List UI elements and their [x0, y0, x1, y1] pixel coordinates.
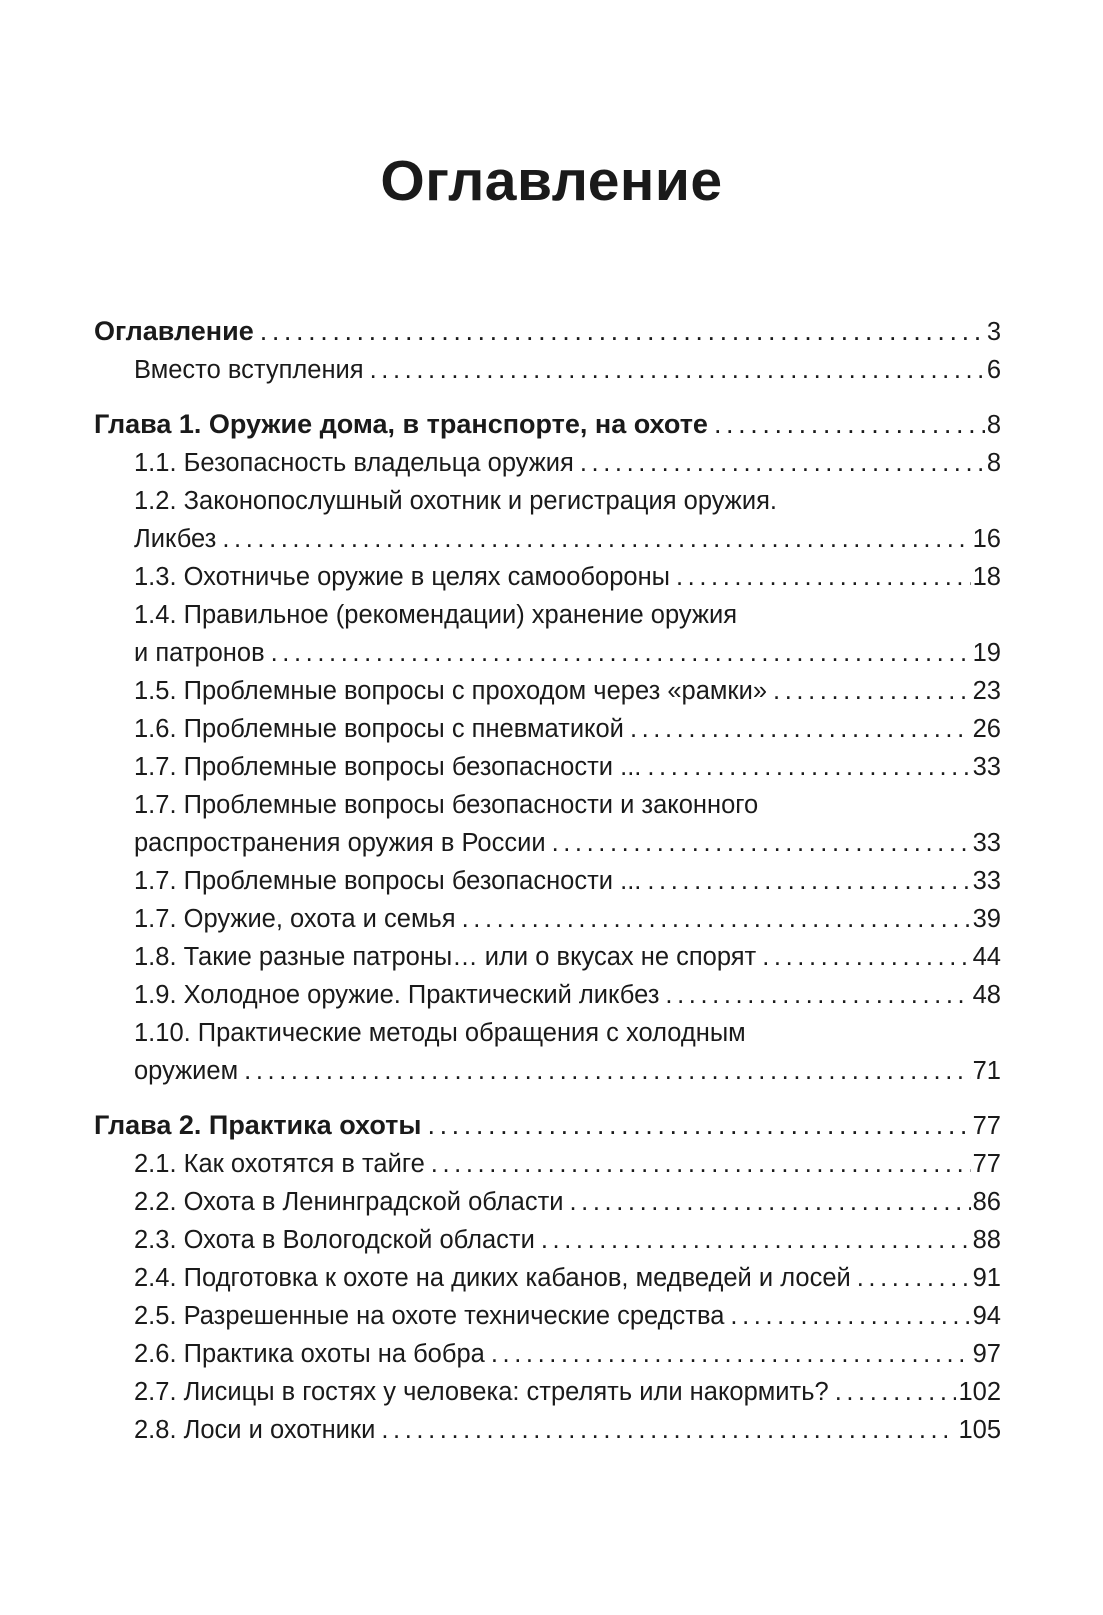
toc-entry-1-2-line2[interactable]: [94, 520, 1001, 558]
toc-page-number: 18: [972, 563, 1001, 591]
dot-leader: [541, 1221, 971, 1259]
toc-entry-contents[interactable]: [94, 312, 1001, 351]
toc-entry-title: оружием: [134, 1057, 239, 1085]
toc-page-number: 77: [972, 1112, 1001, 1140]
toc-entry-title: 1.6. Проблемные вопросы с пневматикой: [134, 715, 624, 743]
toc-entry-1-9[interactable]: [94, 976, 1001, 1014]
toc-entry-title: 1.5. Проблемные вопросы с проходом через «рамки»: [134, 677, 768, 705]
toc-page-number: 88: [972, 1226, 1001, 1254]
toc-page-number: 94: [972, 1302, 1001, 1330]
toc-entry-title: 2.2. Охота в Ленинградской области: [134, 1188, 564, 1216]
toc-entry-title: 1.3. Охотничье оружие в целях самообороны: [134, 563, 670, 591]
table-of-contents: [94, 312, 1001, 1449]
toc-entry-1-5[interactable]: [94, 672, 1001, 710]
toc-entry-1-2-line1[interactable]: 1.2. Законопослушный охотник и регистрация оружия.: [134, 487, 777, 515]
toc-page-number: 33: [972, 867, 1001, 895]
toc-entry-1-3[interactable]: [94, 558, 1001, 596]
page-title: Оглавление: [380, 149, 723, 213]
toc-entry-1-10-line1[interactable]: 1.10. Практические методы обращения с холодным: [134, 1019, 746, 1047]
toc-entry-title: 2.7. Лисицы в гостях у человека: стрелять или накормить?: [134, 1378, 829, 1406]
toc-entry-title: 1.1. Безопасность владельца оружия: [134, 449, 574, 477]
toc-entry-title: Ликбез: [134, 525, 217, 553]
toc-entry-2-5[interactable]: [94, 1297, 1001, 1335]
dot-leader: [427, 1106, 970, 1144]
toc-entry-2-4[interactable]: [94, 1259, 1001, 1297]
toc-page-number: 71: [972, 1057, 1001, 1085]
toc-chapter-1[interactable]: [94, 405, 1001, 444]
dot-leader: [431, 1145, 971, 1183]
toc-page-number: 26: [972, 715, 1001, 743]
toc-entry-1-8[interactable]: [94, 938, 1001, 976]
toc-entry-1-7b-line2[interactable]: [94, 824, 1001, 862]
dot-leader: [835, 1373, 957, 1411]
toc-page-number: 86: [972, 1188, 1001, 1216]
dot-leader: [676, 558, 971, 596]
toc-entry-1-7c[interactable]: [94, 862, 1001, 900]
toc-page-number: 91: [972, 1264, 1001, 1292]
toc-entry-title: Вместо вступления: [134, 356, 364, 384]
toc-page-number: 44: [972, 943, 1001, 971]
toc-page-number: 3: [986, 318, 1001, 346]
toc-entry-title: Глава 2. Практика охоты: [94, 1110, 422, 1140]
dot-leader: [714, 405, 985, 443]
toc-entry-2-3[interactable]: [94, 1221, 1001, 1259]
dot-leader: [381, 1411, 956, 1449]
toc-entry-2-2[interactable]: [94, 1183, 1001, 1221]
dot-leader: [370, 351, 985, 389]
toc-page-number: 102: [958, 1378, 1001, 1406]
toc-page-number: 8: [986, 411, 1001, 439]
toc-entry-1-4-line2[interactable]: [94, 634, 1001, 672]
toc-entry-title: и патронов: [134, 639, 265, 667]
toc-entry-title: распространения оружия в России: [134, 829, 546, 857]
dot-leader: [462, 900, 971, 938]
toc-entry-title: 1.7. Проблемные вопросы безопасности ...: [134, 867, 642, 895]
toc-page-number: 23: [972, 677, 1001, 705]
toc-entry-2-6[interactable]: [94, 1335, 1001, 1373]
dot-leader: [857, 1259, 971, 1297]
toc-page-number: 16: [972, 525, 1001, 553]
dot-leader: [580, 444, 985, 482]
toc-page-number: 39: [972, 905, 1001, 933]
dot-leader: [762, 938, 970, 976]
dot-leader: [491, 1335, 971, 1373]
toc-page-number: 19: [972, 639, 1001, 667]
toc-entry-title: 1.9. Холодное оружие. Практический ликбез: [134, 981, 660, 1009]
toc-entry-2-1[interactable]: [94, 1145, 1001, 1183]
toc-page-number: 105: [958, 1416, 1001, 1444]
toc-chapter-2[interactable]: [94, 1106, 1001, 1145]
dot-leader: [773, 672, 971, 710]
toc-page-number: 33: [972, 753, 1001, 781]
toc-entry-title: 1.8. Такие разные патроны… или о вкусах не спорят: [134, 943, 757, 971]
toc-entry-1-4-line1[interactable]: 1.4. Правильное (рекомендации) хранение оружия: [134, 601, 737, 629]
toc-entry-title: Глава 1. Оружие дома, в транспорте, на охоте: [94, 409, 708, 439]
toc-entry-title: 2.4. Подготовка к охоте на диких кабанов, медведей и лосей: [134, 1264, 851, 1292]
toc-entry-title: 2.6. Практика охоты на бобра: [134, 1340, 485, 1368]
toc-entry-1-7d[interactable]: [94, 900, 1001, 938]
dot-leader: [552, 824, 971, 862]
toc-entry-intro[interactable]: [94, 351, 1001, 389]
toc-entry-title: 1.7. Оружие, охота и семья: [134, 905, 456, 933]
toc-entry-title: 1.7. Проблемные вопросы безопасности ...: [134, 753, 642, 781]
toc-entry-title: 2.5. Разрешенные на охоте технические средства: [134, 1302, 725, 1330]
dot-leader: [244, 1052, 970, 1090]
toc-page-number: 97: [972, 1340, 1001, 1368]
toc-page-number: 33: [972, 829, 1001, 857]
dot-leader: [647, 862, 970, 900]
dot-leader: [570, 1183, 971, 1221]
toc-entry-2-7[interactable]: [94, 1373, 1001, 1411]
dot-leader: [665, 976, 970, 1014]
toc-entry-title: 2.1. Как охотятся в тайге: [134, 1150, 425, 1178]
toc-page-number: 6: [986, 356, 1001, 384]
dot-leader: [730, 1297, 970, 1335]
toc-entry-title: Оглавление: [94, 316, 254, 346]
toc-entry-1-7a[interactable]: [94, 748, 1001, 786]
toc-entry-title: 2.3. Охота в Вологодской области: [134, 1226, 535, 1254]
toc-entry-2-8[interactable]: [94, 1411, 1001, 1449]
dot-leader: [271, 634, 971, 672]
toc-entry-title: 2.8. Лоси и охотники: [134, 1416, 376, 1444]
toc-page-number: 77: [972, 1150, 1001, 1178]
toc-entry-1-1[interactable]: [94, 444, 1001, 482]
dot-leader: [630, 710, 971, 748]
dot-leader: [222, 520, 970, 558]
dot-leader: [260, 312, 985, 350]
toc-entry-1-10-line2[interactable]: [94, 1052, 1001, 1090]
toc-page-number: 48: [972, 981, 1001, 1009]
toc-entry-1-7b-line1[interactable]: 1.7. Проблемные вопросы безопасности и законного: [134, 791, 759, 819]
dot-leader: [647, 748, 970, 786]
toc-entry-1-6[interactable]: [94, 710, 1001, 748]
toc-page-number: 8: [986, 449, 1001, 477]
